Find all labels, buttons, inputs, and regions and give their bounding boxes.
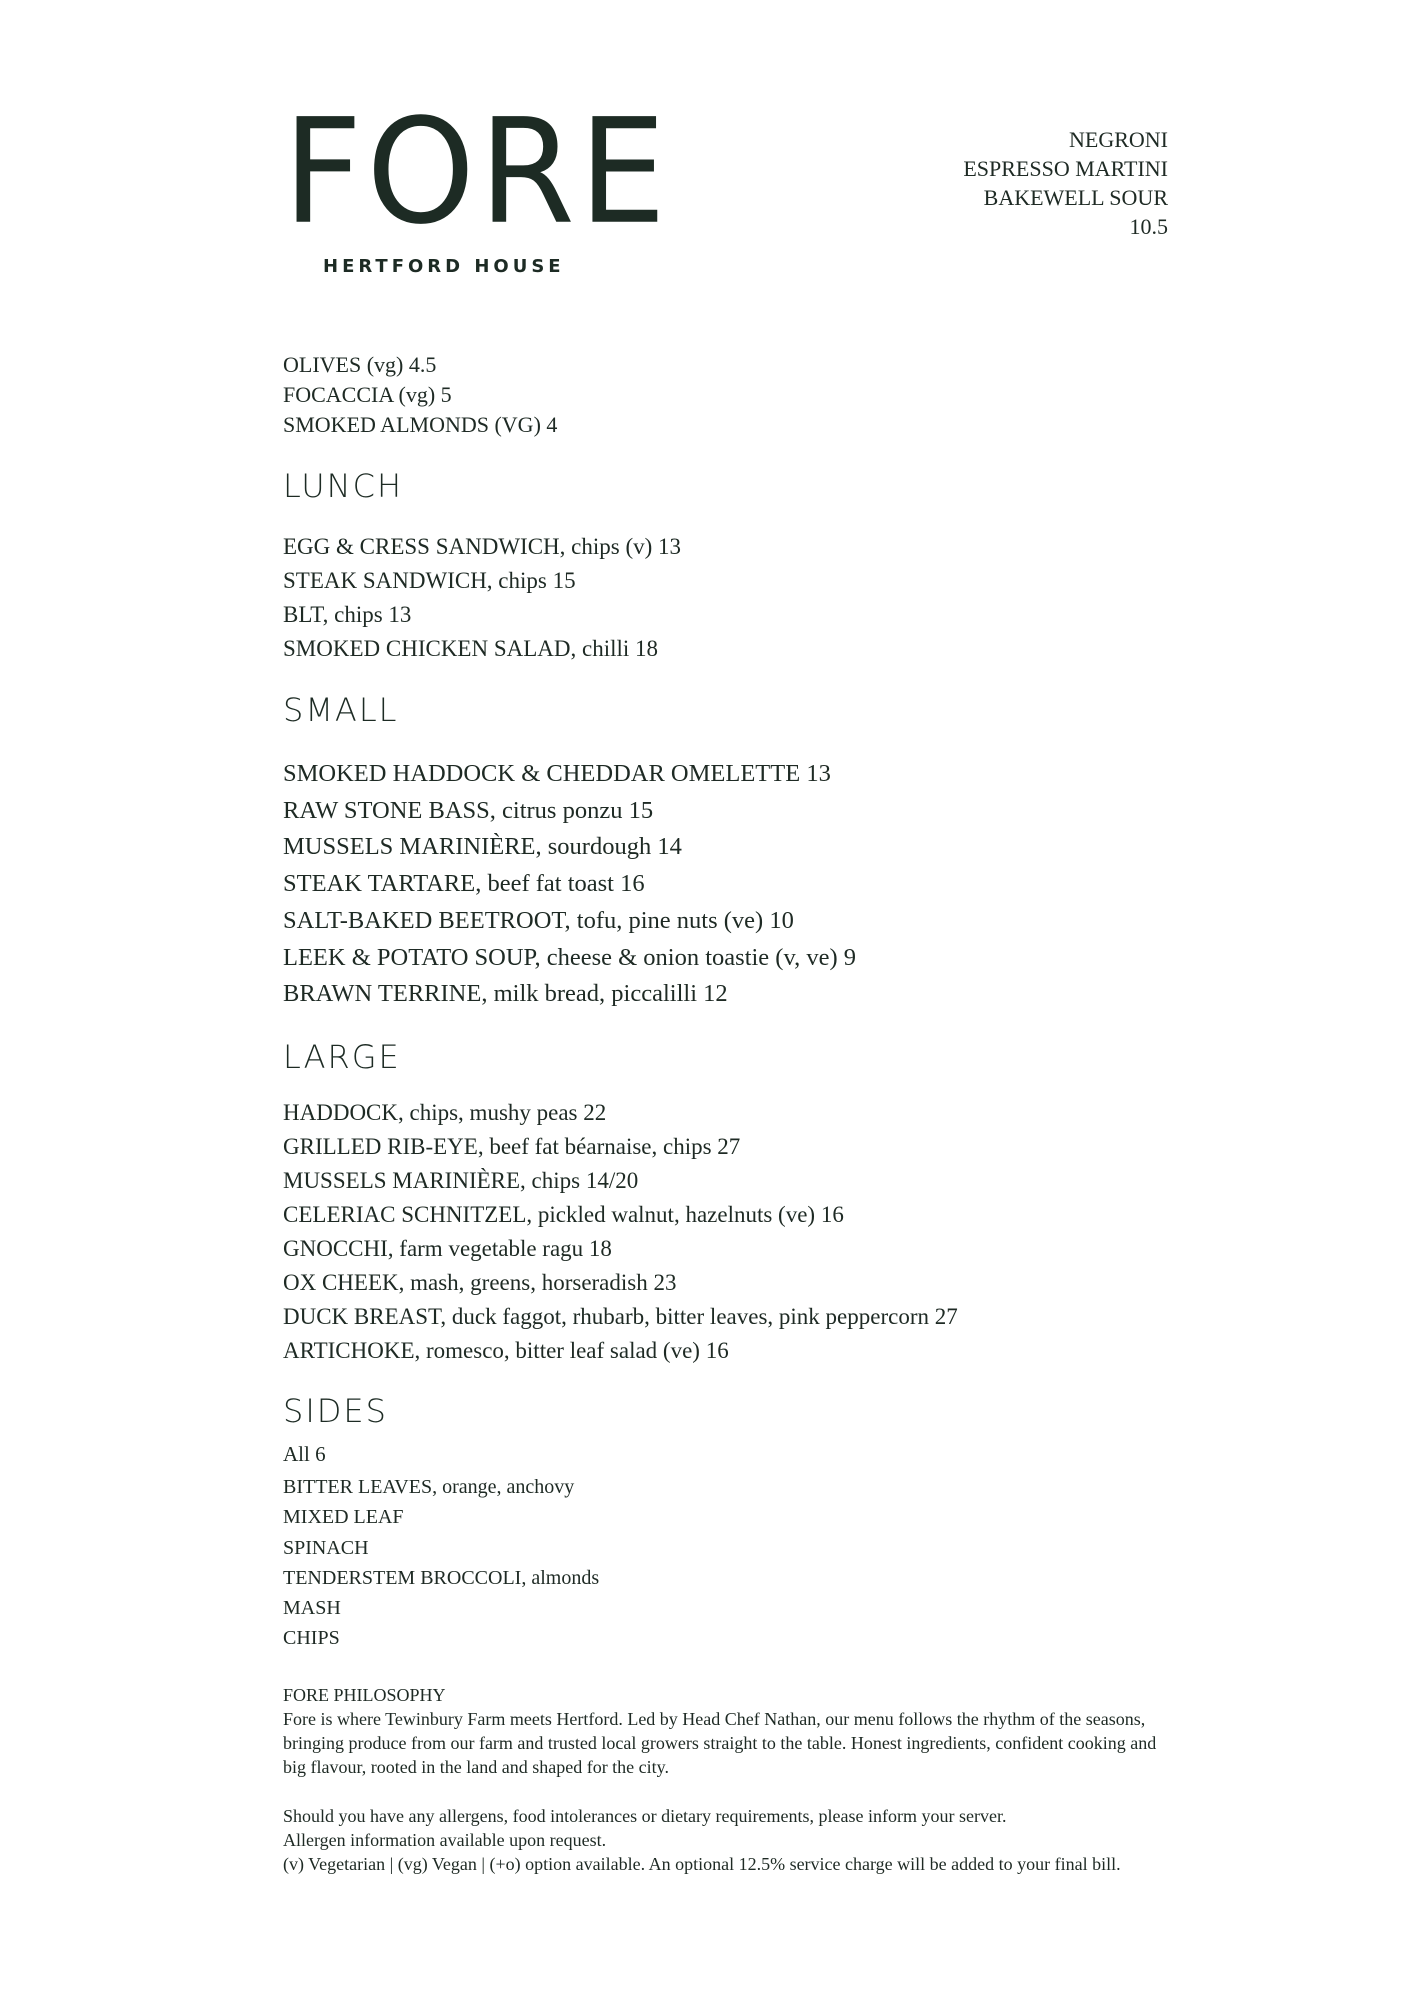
menu-item: CHIPS — [283, 1627, 340, 1650]
menu-item: RAW STONE BASS, citrus ponzu 15 — [283, 796, 654, 824]
allergen-info: Allergen information available upon request. — [283, 1830, 607, 1850]
section-heading-sides: SIDES — [283, 1392, 388, 1430]
section-heading-small: SMALL — [283, 691, 399, 729]
sides-price-note: All 6 — [283, 1442, 326, 1466]
menu-item: FOCACCIA (vg) 5 — [283, 382, 452, 407]
menu-item: CELERIAC SCHNITZEL, pickled walnut, hazelnuts (ve) 16 — [283, 1202, 844, 1227]
menu-item: STEAK SANDWICH, chips 15 — [283, 568, 576, 593]
menu-item: OLIVES (vg) 4.5 — [283, 352, 437, 377]
brand-logo — [283, 87, 671, 277]
menu-item: BRAWN TERRINE, milk bread, piccalilli 12 — [283, 980, 728, 1008]
menu-item: ARTICHOKE, romesco, bitter leaf salad (ve) 16 — [283, 1338, 729, 1363]
legal-notice — [283, 1804, 1163, 1876]
menu-item: BITTER LEAVES, orange, anchovy — [283, 1476, 575, 1498]
small-list — [283, 756, 856, 1013]
menu-item: EGG & CRESS SANDWICH, chips (v) 13 — [283, 534, 682, 559]
menu-item: STEAK TARTARE, beef fat toast 16 — [283, 870, 645, 898]
menu-item: OX CHEEK, mash, greens, horseradish 23 — [283, 1270, 677, 1295]
menu-item: TENDERSTEM BROCCOLI, almonds — [283, 1566, 600, 1589]
menu-item: MUSSELS MARINIÈRE, sourdough 14 — [283, 833, 682, 861]
starters-list — [283, 350, 557, 440]
drink-item: NEGRONI — [1069, 127, 1168, 152]
menu-item: SMOKED HADDOCK & CHEDDAR OMELETTE 13 — [283, 760, 831, 787]
section-heading-large: LARGE — [283, 1038, 401, 1076]
menu-item: SALT-BAKED BEETROOT, tofu, pine nuts (ve) 10 — [283, 906, 794, 934]
menu-item: DUCK BREAST, duck faggot, rhubarb, bitter leaves, pink peppercorn 27 — [283, 1304, 958, 1329]
drink-item: BAKEWELL SOUR — [983, 185, 1168, 210]
brand-name: FORE — [283, 87, 671, 257]
sides-list — [283, 1472, 599, 1654]
menu-item: SPINACH — [283, 1536, 369, 1559]
large-list — [283, 1096, 958, 1368]
brand-subtitle: HERTFORD HOUSE — [323, 256, 565, 277]
drink-price: 10.5 — [1129, 214, 1168, 239]
lunch-list — [283, 530, 681, 666]
drink-item: ESPRESSO MARTINI — [963, 156, 1168, 181]
menu-item: SMOKED ALMONDS (VG) 4 — [283, 412, 558, 437]
menu-item: SMOKED CHICKEN SALAD, chilli 18 — [283, 636, 659, 661]
menu-item: MASH — [283, 1597, 341, 1620]
dietary-key: (v) Vegetarian | (vg) Vegan | (+o) option available. An optional 12.5% service charge will be added to your final bill. — [283, 1854, 1121, 1874]
drinks-list — [963, 125, 1168, 241]
section-heading-lunch: LUNCH — [283, 467, 403, 505]
philosophy-section — [283, 1683, 1163, 1779]
menu-item: LEEK & POTATO SOUP, cheese & onion toastie (v, ve) 9 — [283, 943, 857, 971]
allergen-notice: Should you have any allergens, food intolerances or dietary requirements, please inform your server. — [283, 1806, 1007, 1826]
philosophy-text: Fore is where Tewinbury Farm meets Hertford. Led by Head Chef Nathan, our menu follows the rhythm of the seasons, bringing produce from our farm and trusted local growers straight to the table. Honest ingredients, confident cooking and big flavour, rooted in the land and shaped for the city. — [283, 1709, 1157, 1777]
menu-item: MUSSELS MARINIÈRE, chips 14/20 — [283, 1168, 639, 1193]
menu-item: MIXED LEAF — [283, 1506, 404, 1529]
menu-item: BLT, chips 13 — [283, 602, 412, 627]
menu-item: GNOCCHI, farm vegetable ragu 18 — [283, 1236, 612, 1261]
philosophy-title: FORE PHILOSOPHY — [283, 1685, 446, 1705]
menu-item: GRILLED RIB-EYE, beef fat béarnaise, chips 27 — [283, 1134, 741, 1159]
menu-item: HADDOCK, chips, mushy peas 22 — [283, 1100, 607, 1125]
